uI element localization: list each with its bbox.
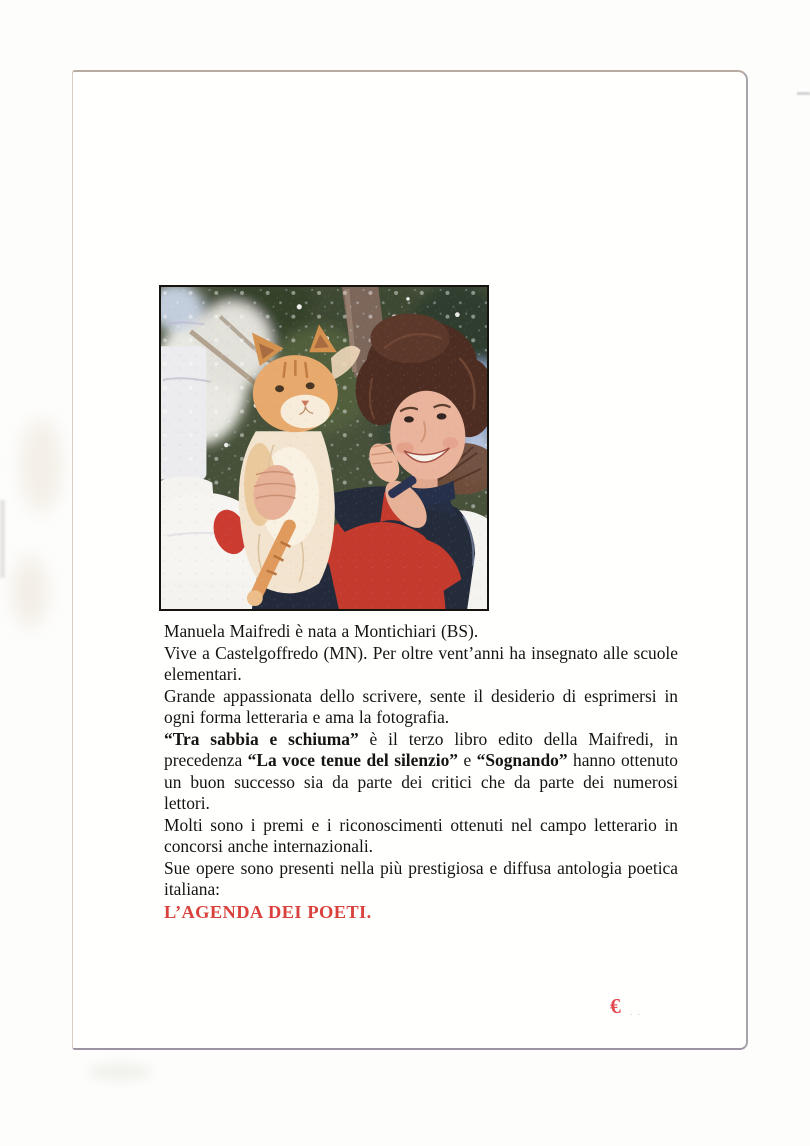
- bio-paragraph-1: Manuela Maifredi è nata a Montichiari (BS).: [164, 621, 479, 641]
- scan-edge-smudge: [0, 500, 5, 578]
- book-title-previous-1: “La voce tenue del silenzio”: [247, 750, 458, 770]
- bio-text: hanno ottenuto un buon successo sia da parte dei critici che da parte dei numerosi lettori.: [164, 750, 678, 813]
- scan-stain: [88, 1064, 152, 1080]
- scan-grain: [161, 287, 487, 609]
- scan-stain: [12, 556, 48, 628]
- bio-paragraph-4: [164, 729, 678, 815]
- book-back-cover-page: [72, 70, 748, 1050]
- book-title-current: “Tra sabbia e schiuma”: [164, 728, 359, 749]
- book-title-previous-2: “Sognando”: [476, 750, 568, 770]
- anthology-title: L’AGENDA DEI POETI.: [164, 901, 372, 922]
- bio-paragraph-3: Grande appassionata dello scrivere, sente il desiderio di esprimersi in ogni forma letteraria e ama la fotografia.: [164, 685, 678, 727]
- bio-paragraph-6: Sue opere sono presenti nella più prestigiosa e diffusa antologia poetica italiana:: [164, 857, 678, 899]
- bio-text: è il terzo libro edito della Maifredi, in precedenza: [164, 728, 679, 770]
- scan-stain: [20, 418, 62, 513]
- pencil-marks: ··: [629, 1009, 645, 1021]
- author-photo: [159, 285, 489, 611]
- euro-symbol: €: [609, 993, 622, 1019]
- author-photo-illustration: [161, 287, 487, 609]
- bio-paragraph-5: Molti sono i premi e i riconoscimenti ottenuti nel campo letterario in concorsi anche internazionali.: [164, 814, 678, 856]
- scan-edge-tick: [797, 92, 810, 95]
- price-mark: [609, 993, 645, 1021]
- author-bio: [164, 621, 678, 923]
- bio-text: e: [457, 750, 477, 770]
- bio-paragraph-2: Vive a Castelgoffredo (MN). Per oltre vent’anni ha insegnato alle scuole elementari.: [164, 642, 678, 684]
